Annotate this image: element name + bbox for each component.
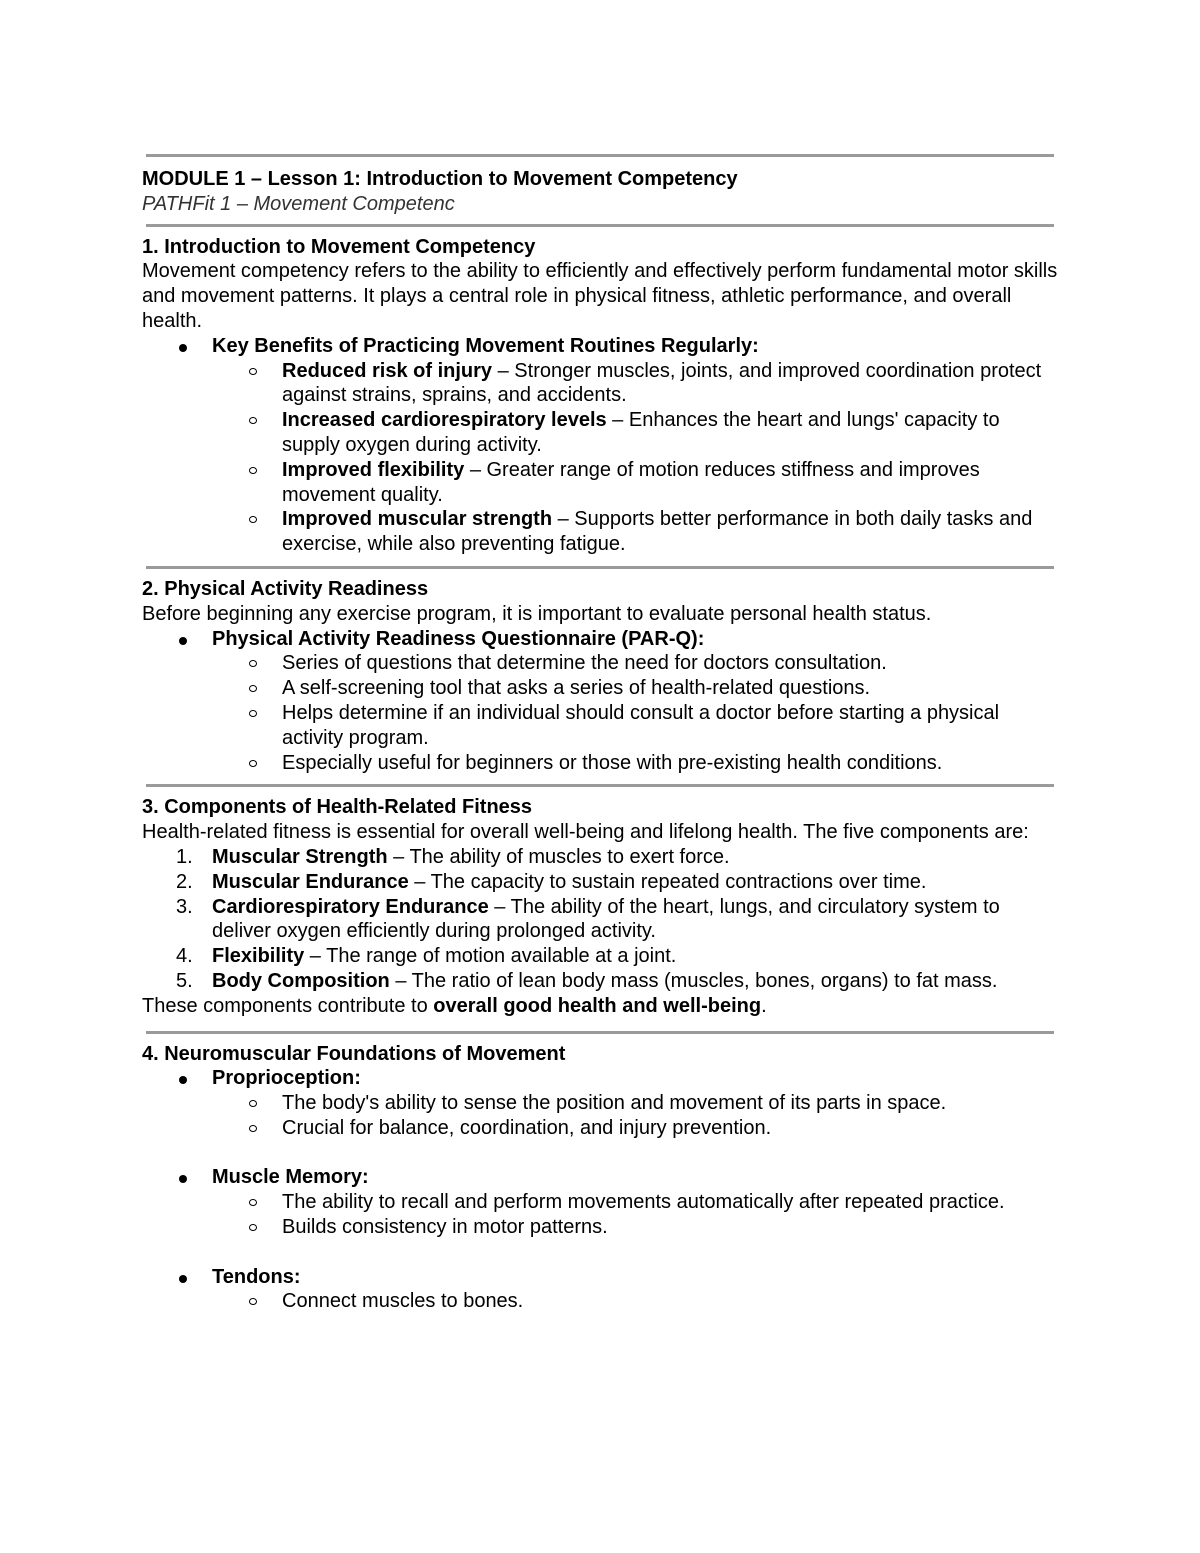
item-term: Cardiorespiratory Endurance [212, 895, 489, 918]
list-item [142, 1066, 1062, 1091]
section-2-title: 2. Physical Activity Readiness [142, 577, 429, 600]
bullet-icon [179, 1076, 187, 1084]
item-term: Muscular Endurance [212, 870, 409, 893]
item-term: Flexibility [212, 945, 305, 968]
list-item [142, 1165, 1062, 1190]
item-text: Crucial for balance, coordination, and injury prevention. [282, 1116, 772, 1139]
item-term: Muscular Strength [212, 845, 388, 868]
bullet-label: Proprioception: [212, 1067, 361, 1090]
divider [146, 566, 1054, 569]
section-1-title: 1. Introduction to Movement Competency [142, 235, 536, 258]
list-item [142, 651, 1062, 676]
item-number: 2. [176, 870, 193, 893]
list-item [142, 701, 1062, 751]
section-4 [142, 1042, 1062, 1315]
item-number: 4. [176, 945, 193, 968]
section-2-intro: Before beginning any exercise program, it is important to evaluate personal health status. [142, 602, 932, 625]
circle-bullet-icon [249, 516, 257, 523]
item-desc: – The ability of muscles to exert force. [387, 845, 730, 868]
section-3-intro: Health-related fitness is essential for overall well-being and lifelong health. The five components are: [142, 821, 1029, 844]
bullet-label: Key Benefits of Practicing Movement Routines Regularly: [212, 334, 759, 357]
item-term: Improved muscular strength [282, 508, 553, 531]
section-3-closing [142, 994, 1062, 1019]
bullet-label: Physical Activity Readiness Questionnaire (PAR-Q): [212, 627, 705, 650]
item-text: A self-screening tool that asks a series of health-related questions. [282, 677, 871, 700]
item-text: Helps determine if an individual should consult a doctor before starting a physical activity program. [282, 701, 1000, 749]
circle-bullet-icon [249, 1298, 257, 1305]
item-term: Increased cardiorespiratory levels [282, 409, 607, 432]
list-item [142, 845, 1062, 870]
section-3 [142, 795, 1062, 1018]
list-item [142, 944, 1062, 969]
item-text: Especially useful for beginners or those with pre-existing health conditions. [282, 751, 943, 774]
circle-bullet-icon [249, 1224, 257, 1231]
circle-bullet-icon [249, 1100, 257, 1107]
list-item [142, 870, 1062, 895]
item-text: Series of questions that determine the need for doctors consultation. [282, 652, 887, 675]
bullet-label: Tendons: [212, 1265, 301, 1288]
list-item [142, 1116, 1062, 1141]
list-item [142, 334, 1062, 359]
section-1-intro: Movement competency refers to the ability to efficiently and effectively perform fundamental motor skills and movement patterns. It plays a central role in physical fitness, athletic performance, and overall health. [142, 260, 1058, 332]
closing-emphasis: overall good health and well-being [433, 994, 762, 1017]
item-number: 5. [176, 969, 193, 992]
section-4-title: 4. Neuromuscular Foundations of Movement [142, 1042, 566, 1065]
circle-bullet-icon [249, 710, 257, 717]
item-term: Body Composition [212, 969, 390, 992]
list-item [142, 408, 1062, 458]
list-item [142, 458, 1062, 508]
bullet-icon [179, 344, 187, 352]
list-item [142, 359, 1062, 409]
item-desc: – The capacity to sustain repeated contractions over time. [408, 870, 927, 893]
divider [146, 1031, 1054, 1034]
document-page [142, 154, 1062, 1314]
divider [146, 224, 1054, 227]
bullet-label: Muscle Memory: [212, 1166, 369, 1189]
item-text: The ability to recall and perform movements automatically after repeated practice. [282, 1191, 1005, 1214]
list-item [142, 1289, 1062, 1314]
circle-bullet-icon [249, 467, 257, 474]
closing-end: . [761, 994, 767, 1017]
item-text: The body's ability to sense the position and movement of its parts in space. [282, 1092, 947, 1115]
item-term: Reduced risk of injury [282, 359, 493, 382]
item-desc: – The ratio of lean body mass (muscles, bones, organs) to fat mass. [389, 969, 998, 992]
list-item [142, 507, 1062, 557]
circle-bullet-icon [249, 660, 257, 667]
bullet-icon [179, 637, 187, 645]
item-desc: – Enhances the heart and lungs' capacity to supply oxygen during activity. [282, 409, 1000, 456]
section-1 [142, 235, 1062, 557]
item-text: Connect muscles to bones. [282, 1290, 524, 1313]
spacer [142, 1240, 1062, 1265]
item-desc: – The range of motion available at a joint. [304, 945, 677, 968]
list-item [142, 969, 1062, 994]
document-subtitle: PATHFit 1 – Movement Competenc [142, 192, 455, 215]
item-desc: – Supports better performance in both daily tasks and exercise, while also preventing fatigue. [282, 508, 1033, 556]
divider [146, 784, 1054, 787]
spacer [142, 1141, 1062, 1166]
item-desc: – The ability of the heart, lungs, and circulatory system to deliver oxygen efficiently during prolonged activity. [212, 895, 1000, 943]
document-title: MODULE 1 – Lesson 1: Introduction to Movement Competency [142, 168, 738, 190]
section-2-list [142, 627, 1062, 776]
section-3-title: 3. Components of Health-Related Fitness [142, 796, 533, 819]
item-desc: – Stronger muscles, joints, and improved coordination protect against strains, sprains, and accidents. [282, 359, 1042, 407]
circle-bullet-icon [249, 760, 257, 767]
bullet-icon [179, 1275, 187, 1283]
closing-text: These components contribute to [142, 994, 434, 1017]
list-item [142, 751, 1062, 776]
circle-bullet-icon [249, 417, 257, 424]
divider [146, 154, 1054, 157]
section-3-list [142, 845, 1062, 994]
section-1-list [142, 334, 1062, 557]
item-text: Builds consistency in motor patterns. [282, 1216, 608, 1239]
item-desc: – Greater range of motion reduces stiffness and improves movement quality. [282, 458, 980, 506]
list-item [142, 1215, 1062, 1240]
bullet-icon [179, 1175, 187, 1183]
item-number: 3. [176, 895, 193, 918]
circle-bullet-icon [249, 368, 257, 375]
list-item [142, 627, 1062, 652]
list-item [142, 1190, 1062, 1215]
list-item [142, 1265, 1062, 1290]
section-2 [142, 577, 1062, 775]
item-number: 1. [176, 845, 193, 868]
list-item [142, 895, 1062, 945]
section-4-list [142, 1066, 1062, 1314]
list-item [142, 676, 1062, 701]
item-term: Improved flexibility [282, 458, 465, 481]
circle-bullet-icon [249, 685, 257, 692]
list-item [142, 1091, 1062, 1116]
circle-bullet-icon [249, 1199, 257, 1206]
circle-bullet-icon [249, 1125, 257, 1132]
